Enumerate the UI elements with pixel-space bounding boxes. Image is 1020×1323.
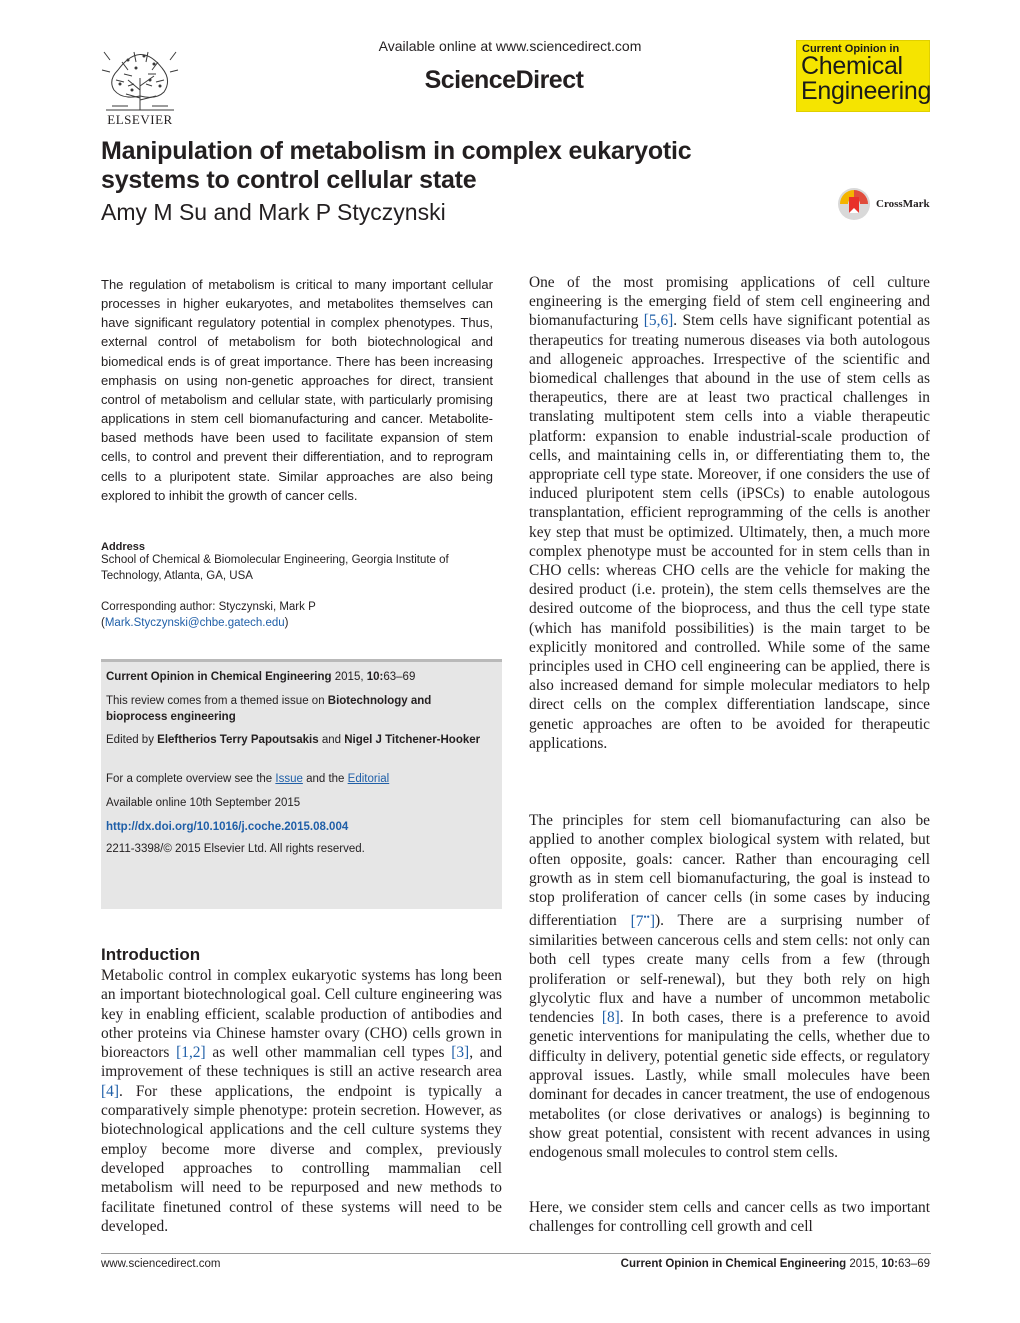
address-heading: Address [101,541,146,553]
body-paragraph-cancer: The principles for stem cell biomanufacturing can also be applied to another complex biological system with related, but often opposite, goals: cancer. Rather than encouraging cell growth as in stem cell biomanufacturing, the goal is instead to stop proliferation of cancer cells (in some cases by inducing differentiation [7••]). There are a surprising number of similarities between cancerous cells and stem cells: not only can both cell types create many cells from a few (through proliferation or self-renewal), but they both rely on high glycolytic flux and have a number of uncommon metabolic tendencies [8]. In both cases, there is a preference to avoid genetic interventions for manipulating the cells, whether due to difficulty in delivery, potential genetic side effects, or regulatory approval issues. Lastly, while small molecules have been dominant for decades in cancer treatment, the use of endogenous metabolites (or close derivatives or analogs) is beginning to show great potential, consistent with recent advances in using endogenous small molecules to control stem cells. [529,812,930,1162]
info-citation: Current Opinion in Chemical Engineering 2015, 10:63–69 [106,671,416,683]
corresponding-author: Corresponding author: Styczynski, Mark P (Mark.Styczynski@chbe.gatech.edu) [101,600,501,631]
citation-link[interactable]: [1,2] [176,1044,206,1062]
citation-link[interactable]: [7••] [630,911,655,930]
footer-url[interactable]: www.sciencedirect.com [101,1258,221,1270]
info-editors: Edited by Eleftherios Terry Papoutsakis and Nigel J Titchener-Hooker [106,734,481,746]
publisher-name: ELSEVIER [107,112,173,127]
info-doi[interactable]: http://dx.doi.org/10.1016/j.coche.2015.08.004 [106,821,349,833]
article-info-box [101,659,502,909]
introduction-paragraph: Metabolic control in complex eukaryotic systems has long been an important biotechnological goal. Cell culture engineering was key in enabling efficient, scalable production of antibodies and other proteins via Chinese hamster ovary (CHO) cells grown in bioreactors [1,2] as well other mammalian cell types [3], and improvement of these techniques is still an active research area [4]. For these applications, the endpoint is typically a comparatively simple phenotype: protein secretion. However, as biotechnological applications and the cell culture systems they employ become more diverse and complex, previously developed approaches to controlling mammalian cell metabolism will need to be repurposed and new methods to facilitate finetuned control of these systems will need to be developed. [101,967,503,1235]
citation-link[interactable]: [8] [601,1009,620,1027]
corresponding-label: Corresponding author: Styczynski, Mark P [101,601,316,613]
editorial-link[interactable]: Editorial [347,773,390,785]
info-available: Available online 10th September 2015 [106,797,301,809]
citation-link[interactable]: [4] [101,1082,119,1100]
crossmark-icon [836,186,876,222]
journal-badge[interactable] [796,40,930,112]
issue-link[interactable]: Issue [275,773,303,785]
footer-divider [101,1253,931,1254]
journal-badge-top: Current Opinion in [802,43,900,55]
body-paragraph-here: Here, we consider stem cells and cancer cells as two important challenges for controlling cell growth and cell [529,1199,930,1236]
article-title: Manipulation of metabolism in complex eukaryotic systems to control cellular state [101,137,692,194]
article-authors: Amy M Su and Mark P Styczynski [101,199,446,225]
body-paragraph-stem-cells: One of the most promising applications of cell culture engineering is the emerging field of stem cell engineering and biomanufacturing [5,6]. Stem cells have significant potential as therapeutics for treating numerous diseases via both autologous and allogeneic approaches. Irrespective of the scientific and biomedical challenges that abound in the use of stem cells as therapeutics, there are at least two practical challenges in translating multipotent stem cells into a viable therapeutic platform: expansion to enable industrial-scale production of cells, and maintaining cells in, or differentiating them to, the appropriate cell type state. Moreover, if one considers the use of induced pluripotent stem cells (iPSCs) to enable autologous transplantation, efficient reprogramming of the cells is another key step that must be optimized. Ultimately, then, a much more complex phenotype must be accounted for in stem cells than in CHO cells: whereas CHO cells are the vehicle for making the desired product (i.e. protein), the stem cells themselves are the desired outcome of the bioprocess, and thus the cell type state (which has manifold possibilities) is the main target to be explicitly monitored and controlled. While some of the same principles used in CHO cell engineering can be applied, there is also increased demand for simple molecular mediators to help direct cells on the complex differentiation landscape, since genetic approaches are often to be avoided for therapeutic applications. [529,274,930,752]
info-copyright: 2211-3398/© 2015 Elsevier Ltd. All rights reserved. [106,843,365,855]
citation-link[interactable]: [5,6] [643,312,674,330]
crossmark-label: CrossMark [876,198,930,210]
info-overview: For a complete overview see the Issue and the Editorial [106,773,390,785]
footer-citation: Current Opinion in Chemical Engineering 2015, 10:63–69 [620,1258,930,1270]
journal-badge-title: Chemical Engineering [801,52,932,105]
abstract: The regulation of metabolism is critical to many important cellular processes in higher eukaryotes, and metabolites themselves can have significant regulatory potential in complex phenotypes. Thus, external control of metabolism for both biotechnological and biomedical ends is of great importance. There has been increasing emphasis on using non-genetic approaches for direct, transient control of metabolism and cellular state, with particularly promising applications in stem cell biomanufacturing and cancer. Metabolite-based methods have been used to facilitate expansion of stem cells, to control and prevent their differentiation, and to reprogram cells to a pluripotent state. Similar approaches are also being explored to inhibit the growth of cancer cells. [101,277,493,503]
available-online-text: Available online at www.sciencedirect.com [378,38,642,54]
introduction-heading: Introduction [101,945,201,964]
citation-link[interactable]: [3] [451,1044,470,1062]
info-themed-issue: This review comes from a themed issue on Biotechnology and bioprocess engineering [106,695,432,723]
sciencedirect-brand[interactable]: ScienceDirect [424,66,584,94]
corresponding-email-link[interactable]: Mark.Styczynski@chbe.gatech.edu [104,616,285,629]
address-text: School of Chemical & Biomolecular Engineering, Georgia Institute of Technology, Atlanta, GA, USA [101,554,449,582]
